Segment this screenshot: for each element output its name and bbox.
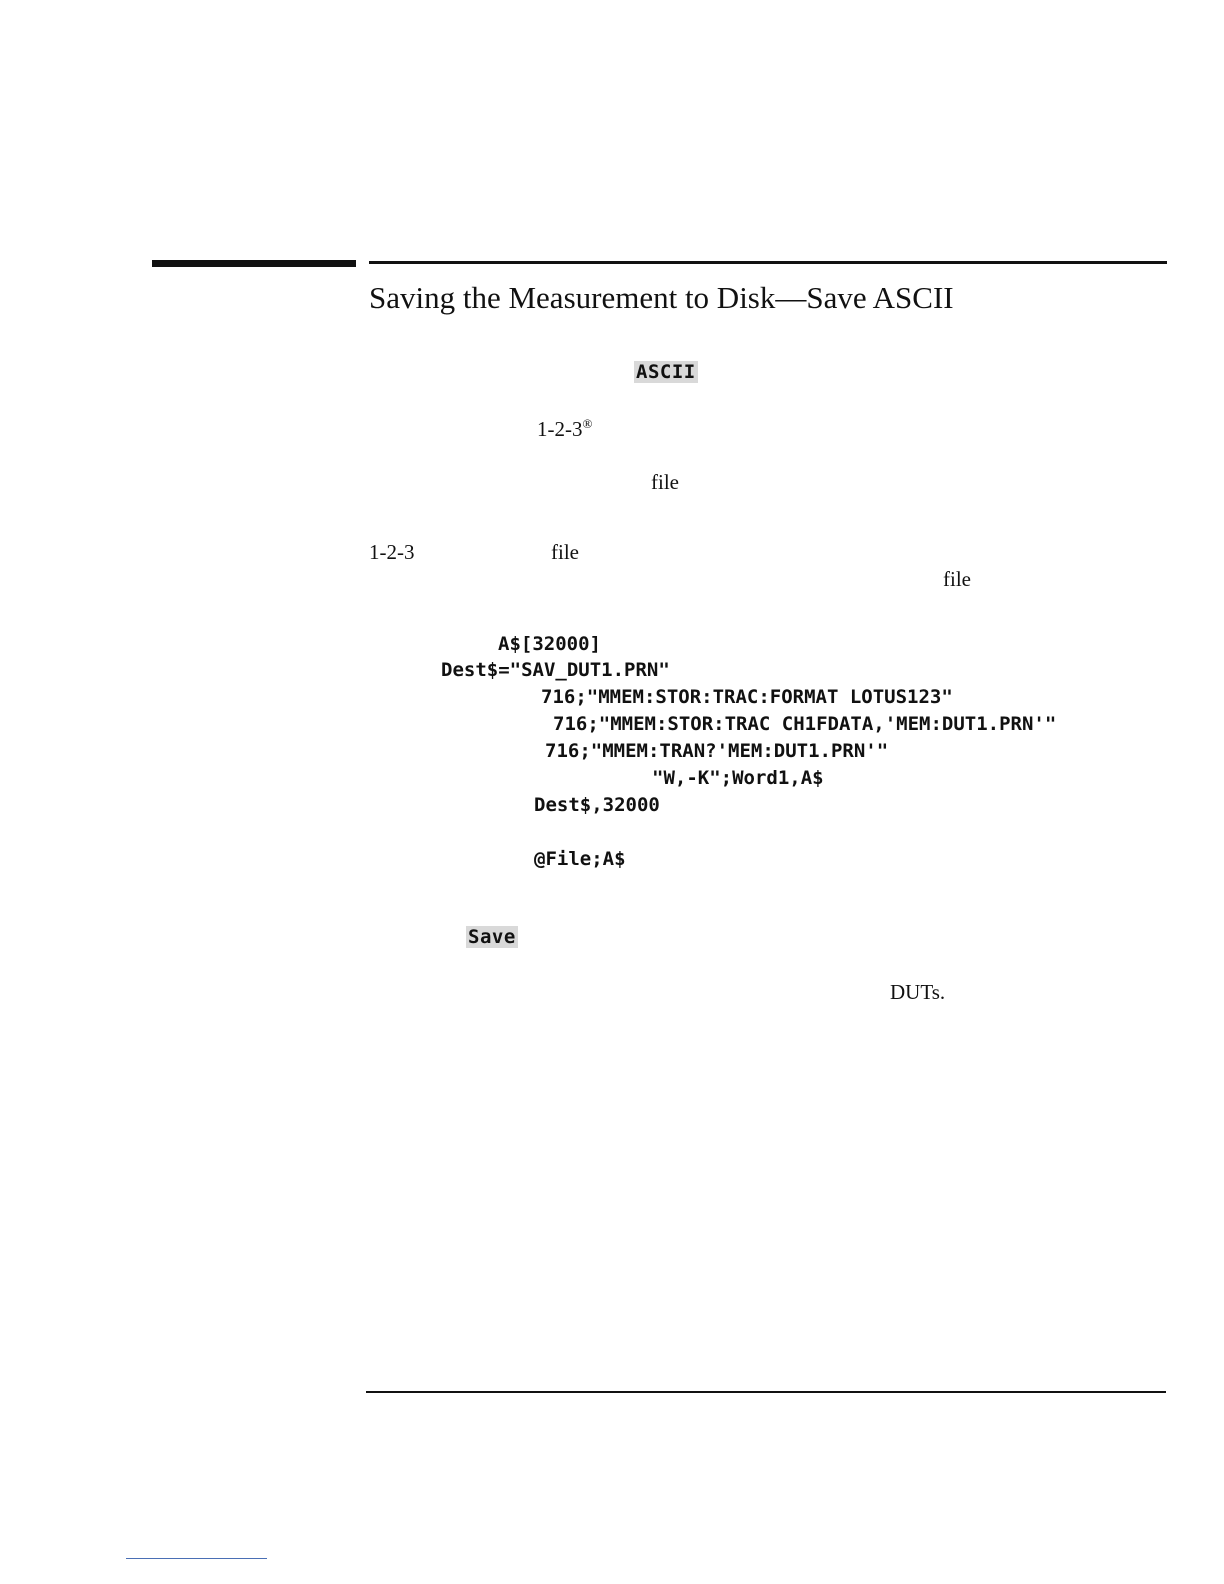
header-thin-rule (369, 261, 1167, 264)
lotus-version-2: 1-2-3 (369, 540, 415, 564)
footer-rule (366, 1391, 1166, 1393)
code-line-1: A$[32000] (498, 633, 601, 655)
lotus-version-text (537, 416, 592, 442)
word-file-3: file (943, 567, 971, 591)
duts-text: DUTs. (890, 980, 946, 1004)
code-line-2: Dest$="SAV_DUT1.PRN" (441, 659, 670, 681)
registered-mark: ® (582, 416, 593, 431)
code-line-4: 716;"MMEM:STOR:TRAC CH1FDATA,'MEM:DUT1.PRN'" (553, 713, 1057, 735)
footer-short-rule (126, 1558, 267, 1559)
page-title: Saving the Measurement to Disk—Save ASCII (369, 280, 954, 315)
code-line-6: "W,-K";Word1,A$ (652, 767, 824, 789)
code-line-5: 716;"MMEM:TRAN?'MEM:DUT1.PRN'" (545, 740, 889, 762)
code-line-7: Dest$,32000 (534, 794, 660, 816)
code-line-3: 716;"MMEM:STOR:TRAC:FORMAT LOTUS123" (541, 686, 953, 708)
code-line-8: @File;A$ (534, 848, 626, 870)
word-file-1: file (651, 470, 679, 494)
save-softkey-label: Save (468, 926, 516, 948)
header-thick-rule (152, 260, 356, 267)
ascii-softkey-label: ASCII (636, 361, 696, 383)
lotus-version: 1-2-3 (537, 417, 583, 441)
word-file-2: file (551, 540, 579, 564)
